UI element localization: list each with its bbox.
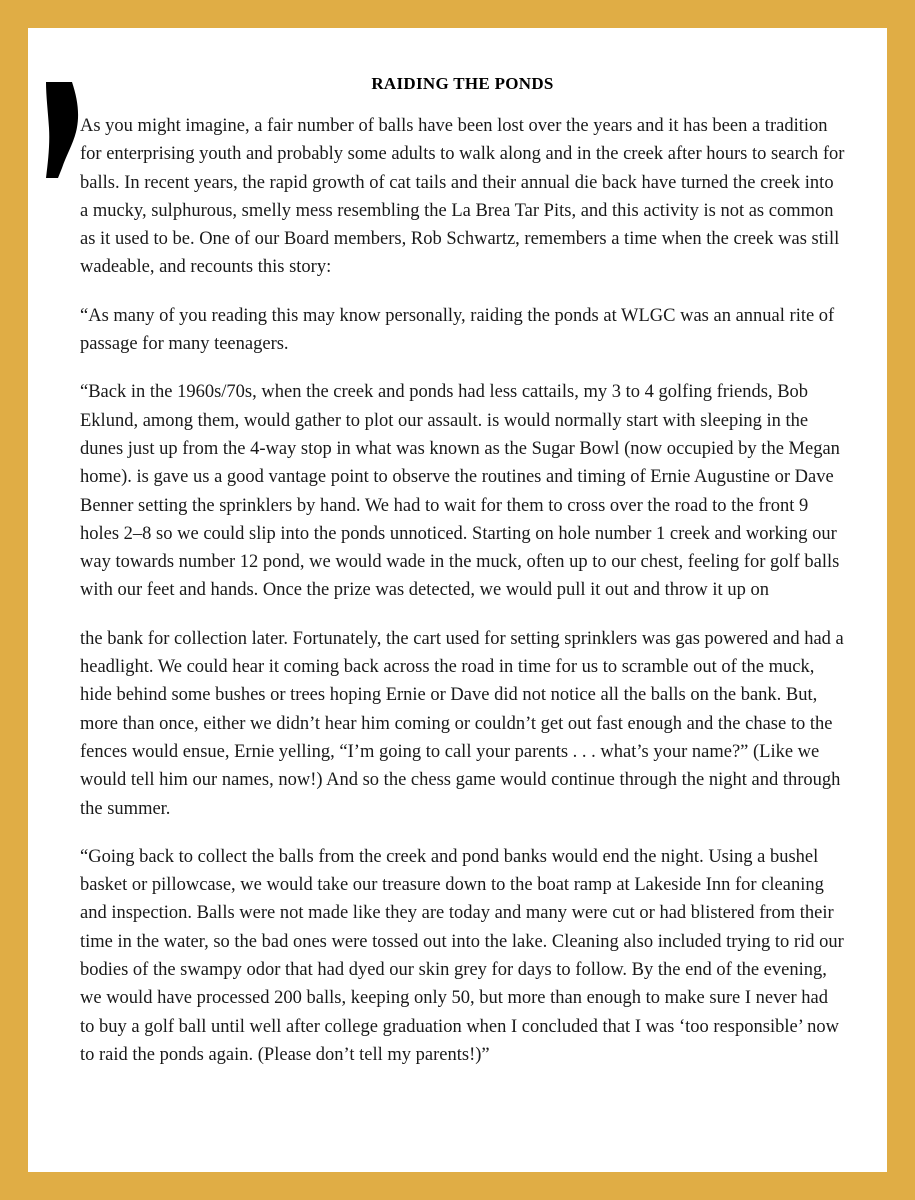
paragraph-1: As you might imagine, a fair number of balls have been lost over the years and it has been a tradition for enterprising youth and probably some adults to walk along and in the creek after hours to search for balls. In recent years, the rapid growth of cat tails and their annual die back have turned the creek into a mucky, sulphurous, smelly mess resembling the La Brea Tar Pits, and this activity is not as common as it used to be. One of our Board members, Rob Schwartz, remembers a time when the creek was still wadeable, and recounts this story: — [80, 116, 845, 278]
document-page — [28, 28, 887, 1172]
page-title: RAIDING THE PONDS — [371, 74, 554, 93]
paragraph-5: “Going back to collect the balls from the creek and pond banks would end the night. Using a bushel basket or pillowcase, we would take our treasure down to the boat ramp at Lakeside Inn for cleaning and inspection. Balls were not made like they are today and many were cut or had blistered from their time in the water, so the bad ones were tossed out into the lake. Cleaning also included trying to rid our bodies of the swampy odor that had dyed our skin grey for days to follow. By the end of the evening, we would have processed 200 balls, keeping only 50, but more than enough to make sure I never had to buy a golf ball until well after college graduation when I concluded that I was ‘too responsible’ now to raid the ponds again. (Please don’t tell my parents!)” — [80, 846, 844, 1065]
decorative-bookmark-icon — [42, 82, 82, 178]
document-body — [80, 74, 845, 1069]
paragraph-2: “As many of you reading this may know personally, raiding the ponds at WLGC was an annual rite of passage for many teenagers. — [80, 305, 835, 355]
paragraph-3: “Back in the 1960s/70s, when the creek and ponds had less cattails, my 3 to 4 golfing friends, Bob Eklund, among them, would gather to plot our assault. is would normally start with sleeping in the dunes just up from the 4-way stop in what was known as the Sugar Bowl (now occupied by the Megan home). is gave us a good vantage point to observe the routines and timing of Ernie Augustine or Dave Benner setting the sprinklers by hand. We had to wait for them to cross over the road to the front 9 holes 2–8 so we could slip into the ponds unnoticed. Starting on hole number 1 creek and working our way towards number 12 pond, we would wade in the muck, often up to our chest, feeling for golf balls with our feet and hands. Once the prize was detected, we would pull it out and throw it up on — [80, 382, 840, 601]
paragraph-4: the bank for collection later. Fortunately, the cart used for setting sprinklers was gas powered and had a headlight. We could hear it coming back across the road in time for us to scramble out of the muck, hide behind some bushes or trees hoping Ernie or Dave did not notice all the balls on the bank. But, more than once, either we didn’t hear him coming or couldn’t get out fast enough and the chase to the fences would ensue, Ernie yelling, “I’m going to call your parents . . . what’s your name?” (Like we would tell him our names, now!) And so the chess game would continue through the night and through the summer. — [80, 628, 844, 819]
